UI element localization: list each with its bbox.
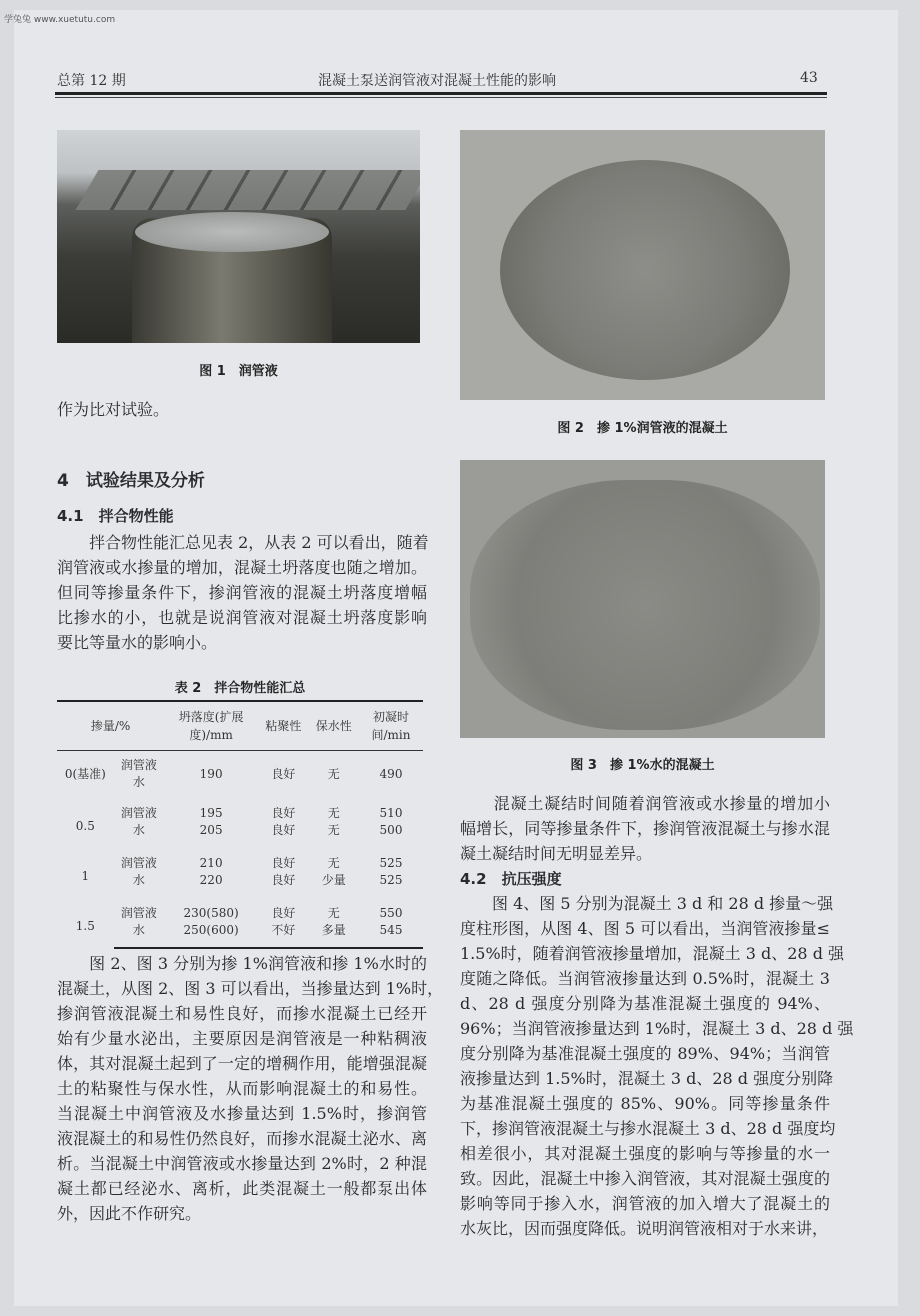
watermark: 学兔兔 www.xuetutu.com — [4, 15, 116, 25]
text-line: 润管液或水掺量的增加，混凝土坍落度也随之增加。 — [57, 558, 427, 577]
text-line: 水灰比，因而强度降低。说明润管液相对于水来讲， — [460, 1219, 829, 1238]
text-line: 凝土都已经泌水、离析，此类混凝土一般都泵出体 — [57, 1179, 427, 1198]
figure-1-caption: 图 1 润管液 — [199, 364, 278, 379]
text-line: 液混凝土的和易性仍然良好，而掺水混凝土泌水、离 — [57, 1129, 427, 1148]
table-row — [57, 797, 423, 822]
intro-line — [57, 397, 427, 422]
figure-3-photo — [460, 460, 825, 738]
column-header: 保水性 — [309, 701, 359, 751]
type-cell: 润管液 — [120, 856, 157, 870]
retention-cell: 多量 — [309, 922, 359, 948]
column-header: 粘聚性 — [258, 701, 308, 751]
text-line: 比掺水的小，也就是说润管液对混凝土坍落度影响 — [57, 608, 427, 627]
set-time-cell: 500 — [379, 823, 403, 837]
type-cell: 润管液 — [120, 906, 157, 920]
paragraph — [460, 891, 854, 1241]
issue-number: 总第 12 期 — [57, 73, 126, 89]
type-cell: 水 — [114, 922, 164, 948]
cohesion-cell: 良好 — [271, 806, 296, 820]
cohesion-cell: 良好 — [271, 906, 296, 920]
cohesion-cell: 不好 — [258, 922, 308, 948]
text-line: 致。因此，混凝土中掺入润管液，其对混凝土强度的 — [460, 1169, 830, 1188]
text-line: 要比等量水的影响小。 — [57, 633, 218, 652]
retention-cell: 无 — [327, 806, 340, 820]
set-time-cell: 510 — [379, 806, 403, 820]
type-cell: 水 — [132, 873, 145, 887]
text-line: 作为比对试验。 — [57, 400, 170, 419]
paragraph — [460, 791, 830, 866]
table-row — [57, 897, 423, 922]
header-rule-thin — [55, 97, 827, 98]
text-line: 幅增长，同等掺量条件下，掺润管液混凝土与掺水混 — [460, 819, 830, 838]
retention-cell: 无 — [327, 823, 340, 837]
retention-cell: 无 — [327, 766, 340, 781]
text-line: 96%；当润管液掺量达到 1%时，混凝土 3 d、28 d 强 — [460, 1019, 854, 1038]
slump-cell: 220 — [199, 873, 223, 887]
dose-cell: 1.5 — [75, 919, 95, 933]
text-line: 土的粘聚性与保水性，从而影响混凝土的和易性。 — [57, 1079, 427, 1098]
text-line: 液掺量达到 1.5%时，混凝土 3 d、28 d 强度分别降 — [460, 1069, 834, 1088]
text-line: 下，掺润管液混凝土与掺水混凝土 3 d、28 d 强度均 — [460, 1119, 836, 1138]
text-line: 析。当混凝土中润管液或水掺量达到 2%时，2 种混 — [57, 1154, 427, 1173]
text-line: 但同等掺量条件下，掺润管液的混凝土坍落度增幅 — [57, 583, 427, 602]
type-cell: 水 — [132, 823, 145, 837]
set-time-cell: 525 — [379, 856, 403, 870]
type-cell: 润管液 — [120, 806, 157, 820]
table-caption: 表 2 拌合物性能汇总 — [174, 681, 306, 696]
text-line: 为基准混凝土强度的 85%、90%。同等掺量条件 — [460, 1094, 830, 1113]
set-time-cell: 545 — [359, 922, 423, 948]
page-number: 43 — [800, 70, 818, 86]
text-line: 外，因此不作研究。 — [57, 1204, 202, 1223]
column-header: 掺量/% — [57, 701, 164, 751]
subsection-heading: 4.1 拌合物性能 — [57, 507, 174, 525]
dose-cell: 0.5 — [75, 818, 95, 833]
text-line: 掺润管液混凝土和易性良好，而掺水混凝土已经开 — [57, 1004, 427, 1023]
text-line: 度柱形图，从图 4、图 5 可以看出，当润管液掺量≤ — [460, 919, 830, 938]
set-time-cell: 525 — [379, 873, 403, 887]
cohesion-cell: 良好 — [271, 823, 296, 837]
retention-cell: 少量 — [321, 873, 346, 887]
text-line: 度随之降低。当润管液掺量达到 0.5%时，混凝土 3 — [460, 969, 830, 988]
figure-1-photo — [57, 130, 420, 343]
text-line: 图 2、图 3 分别为掺 1%润管液和掺 1%水时的 — [57, 954, 427, 973]
text-line: 始有少量水泌出，主要原因是润管液是一种粘稠液 — [57, 1029, 427, 1048]
slump-cell: 230(580) — [183, 906, 239, 920]
paragraph — [57, 951, 444, 1226]
paragraph — [57, 530, 427, 655]
text-line: 凝土凝结时间无明显差异。 — [460, 844, 653, 863]
header-rule — [55, 92, 827, 95]
slump-cell: 205 — [199, 823, 223, 837]
subsection-heading: 4.2 抗压强度 — [460, 870, 562, 888]
figure-2-caption: 图 2 掺 1%润管液的混凝土 — [557, 421, 728, 436]
text-line: 混凝土，从图 2、图 3 可以看出，当掺量达到 1%时， — [57, 979, 444, 998]
dose-cell: 0(基准) — [64, 766, 106, 781]
cohesion-cell: 良好 — [271, 766, 296, 781]
figure-3-caption: 图 3 掺 1%水的混凝土 — [570, 758, 715, 773]
figure-2-photo — [460, 130, 825, 400]
slump-cell: 190 — [199, 766, 223, 781]
dose-cell: 1 — [81, 868, 90, 883]
cohesion-cell: 良好 — [271, 873, 296, 887]
text-line: 影响等同于掺入水，润管液的加入增大了混凝土的 — [460, 1194, 830, 1213]
slump-cell: 195 — [199, 806, 223, 820]
column-header: 坍落度(扩展度)/mm — [164, 701, 258, 751]
set-time-cell: 550 — [379, 906, 403, 920]
set-time-cell: 490 — [379, 766, 403, 781]
table-row — [57, 847, 423, 872]
column-header: 初凝时间/min — [359, 701, 423, 751]
cohesion-cell: 良好 — [271, 856, 296, 870]
section-heading: 4 试验结果及分析 — [57, 471, 205, 491]
text-line: 度分别降为基准混凝土强度的 89%、94%；当润管 — [460, 1044, 830, 1063]
text-line: 1.5%时，随着润管液掺量增加，混凝土 3 d、28 d 强 — [460, 944, 845, 963]
running-title: 混凝土泵送润管液对混凝土性能的影响 — [318, 73, 556, 89]
slump-cell: 210 — [199, 856, 223, 870]
mix-properties-table — [57, 700, 423, 949]
text-line: 混凝土凝结时间随着润管液或水掺量的增加小 — [460, 794, 830, 813]
table-row — [57, 751, 423, 798]
text-line: 拌合物性能汇总见表 2，从表 2 可以看出，随着 — [57, 533, 429, 552]
type-cell: 润管液 水 — [120, 758, 157, 789]
text-line: 图 4、图 5 分别为混凝土 3 d 和 28 d 掺量～强 — [460, 894, 834, 913]
slump-cell: 250(600) — [164, 922, 258, 948]
text-line: 当混凝土中润管液及水掺量达到 1.5%时，掺润管 — [57, 1104, 427, 1123]
retention-cell: 无 — [327, 856, 340, 870]
text-line: d、28 d 强度分别降为基准混凝土强度的 94%、 — [460, 994, 830, 1013]
text-line: 相差很小，其对混凝土强度的影响与等掺量的水一 — [460, 1144, 830, 1163]
retention-cell: 无 — [327, 906, 340, 920]
text-line: 体，其对混凝土起到了一定的增稠作用，能增强混凝 — [57, 1054, 427, 1073]
